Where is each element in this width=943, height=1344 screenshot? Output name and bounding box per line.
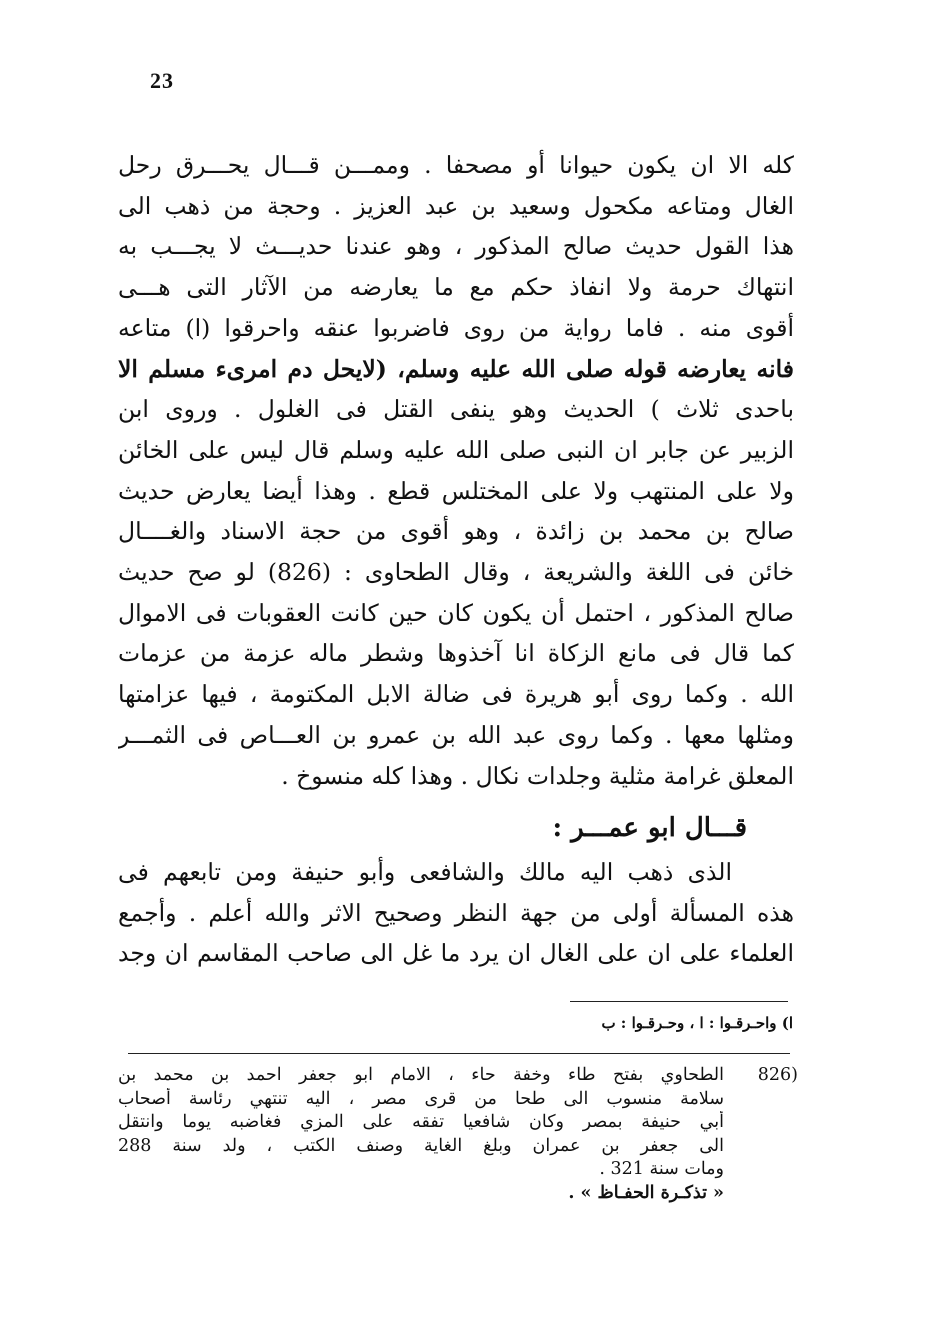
text-line: أقوى منه . فاما رواية من روى فاضربوا عنقه واحرقوا (ا) متاعه: [118, 313, 794, 342]
footnote-line: الطحاوي بفتح طاء وخفة حاء ، الامام ابو جعفر احمد بن محمد بن: [118, 1065, 724, 1085]
text-line: الغال ومتاعه مكحول وسعيد بن عبد العزيز . وحجة من ذهب الى: [118, 191, 794, 220]
footnote-line: أبي حنيفة بمصر وكان شافعيا تفقه على المزي فغاضبه يوما وانتقل: [118, 1112, 724, 1132]
text-line: ولا على المنتهب ولا على المختلس قطع . وهذا أيضا يعارض حديث: [118, 476, 794, 505]
section-heading: قـــال ابو عمـــر :: [552, 813, 747, 843]
text-line: الله . وكما روى أبو هريرة فى ضالة الابل المكتومة ، فيها عزامتها: [118, 680, 794, 709]
text-line: المعلق غرامة مثلية وجلدات نكال . وهذا كله منسوخ .: [281, 761, 794, 790]
text-line: باحدى ثلاث ) الحديث وهو ينفى القتل فى الغلول . وروى ابن: [118, 395, 794, 424]
footnote-divider: [570, 1001, 788, 1002]
text-line: الزبير عن جابر ان النبى صلى الله عليه وسلم قال ليس على الخائن: [118, 435, 794, 464]
text-line: انتهاك حرمة ولا انفاذ حكم مع ما يعارضه من الآثار التى هـــى: [118, 273, 794, 302]
footnote-divider-secondary: [128, 1053, 790, 1054]
text-line: فانه يعارضه قوله صلى الله عليه وسلم، (لايحل دم امرىء مسلم الا: [118, 354, 794, 383]
text-line: هذا القول حديث صالح المذكور ، وهو عندنا حديـــث لا يجـــب به: [118, 232, 794, 261]
page-number: 23: [150, 68, 174, 93]
footnote-826: [118, 1064, 798, 1205]
text-line: الذى ذهب اليه مالك والشافعى وأبو حنيفة ومن تابعهم فى: [118, 858, 732, 886]
footnote-line: ومات سنة 321 .: [599, 1159, 724, 1179]
text-line: كما قال فى مانع الزكاة انا آخذوها وشطر ماله عزمة من عزمات: [118, 639, 794, 668]
footnote-line: الى جعفر بن عمران وبلغ الغاية وصنف الكتب ، ولد سنة 288: [118, 1135, 724, 1156]
text-line: هذه المسألة أولى من جهة النظر وصحيح الاثر والله أعلم . وأجمع: [118, 898, 794, 927]
footnote-variant-reading: ا) واحـرقـوا : ا ، وحـرقـوا : ب: [601, 1014, 793, 1032]
text-line: صالح بن محمد بن زائدة ، وهو أقوى من حجة الاسناد والغــــال: [118, 517, 794, 546]
text-line: خائن فى اللغة والشريعة ، وقال الطحاوى : (826) لو صح حديث: [118, 558, 794, 587]
footnote-line: « تذكـرة الحفـاظ » .: [568, 1182, 724, 1203]
text-line: صالح المذكور ، احتمل أن يكون كان حين كانت العقوبات فى الاموال: [118, 598, 794, 627]
text-line: ومثلها معها . وكما روى عبد الله بن عمرو بن العـــاص فى الثمـــر: [118, 720, 794, 749]
text-line: كله الا ان يكون حيوانا أو مصحفا . وممـــن قـــال يحـــرق رحل: [118, 151, 794, 179]
footnote-line: سلامة منسوب الى طحا من قرى مصر ، اليه تنتهي رئاسة أصحاب: [118, 1088, 724, 1109]
text-line: العلماء على ان على الغال ان يرد ما غل الى صاحب المقاسم ان وجد: [118, 939, 794, 968]
footnote-marker: 826): [757, 1065, 798, 1085]
second-paragraph: [118, 852, 794, 974]
footnote-body: [118, 1064, 724, 1205]
main-paragraph: [118, 145, 794, 796]
